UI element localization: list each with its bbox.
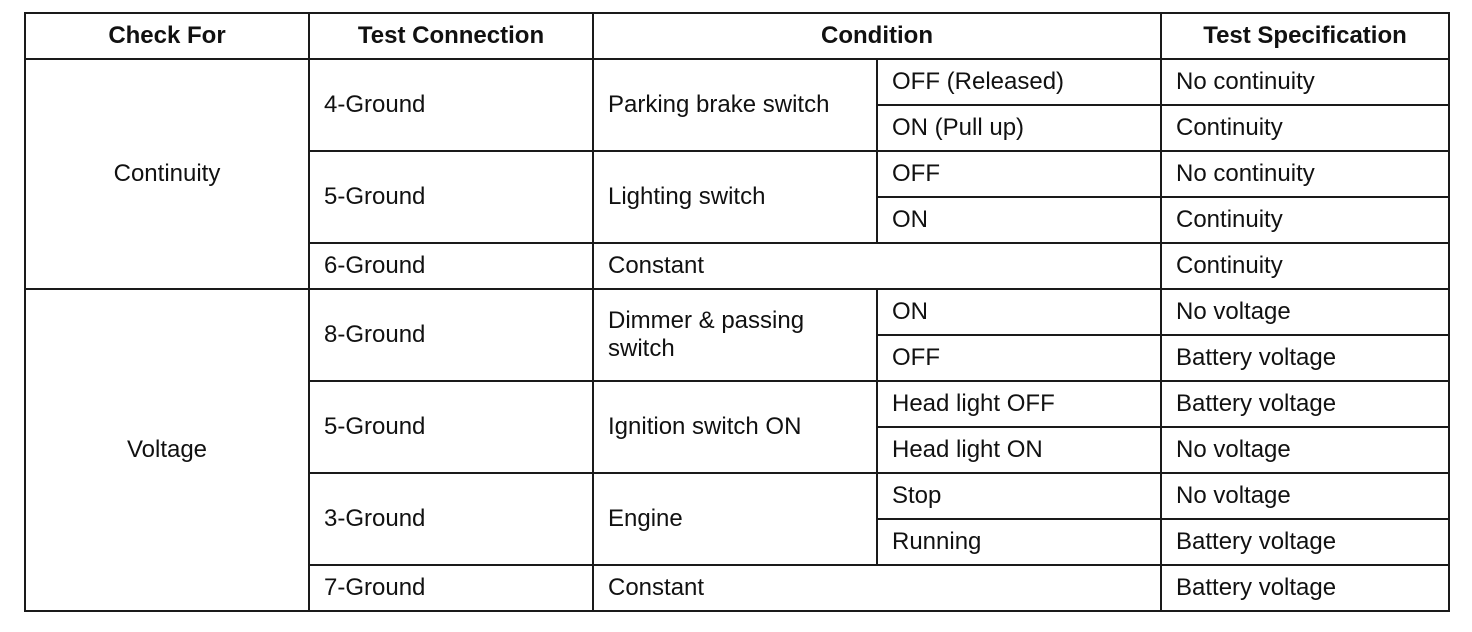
- condition-cell: Engine: [593, 473, 877, 565]
- connection-cell: 8-Ground: [309, 289, 593, 381]
- state-cell: OFF (Released): [877, 59, 1161, 105]
- state-cell: Running: [877, 519, 1161, 565]
- connection-cell: 3-Ground: [309, 473, 593, 565]
- header-check-for: Check For: [25, 13, 309, 59]
- header-condition: Condition: [593, 13, 1161, 59]
- connection-cell: 5-Ground: [309, 151, 593, 243]
- state-cell: ON: [877, 197, 1161, 243]
- condition-cell: Constant: [593, 243, 1161, 289]
- check-for-cell: Continuity: [25, 59, 309, 289]
- spec-cell: No voltage: [1161, 289, 1449, 335]
- spec-cell: Continuity: [1161, 105, 1449, 151]
- table-row: [25, 59, 1449, 105]
- header-test-specification: Test Specification: [1161, 13, 1449, 59]
- state-cell: Head light ON: [877, 427, 1161, 473]
- spec-cell: Battery voltage: [1161, 565, 1449, 611]
- check-for-cell: Voltage: [25, 289, 309, 611]
- condition-cell: Constant: [593, 565, 1161, 611]
- connection-cell: 6-Ground: [309, 243, 593, 289]
- condition-cell: Dimmer & passing switch: [593, 289, 877, 381]
- condition-cell: Lighting switch: [593, 151, 877, 243]
- spec-cell: Battery voltage: [1161, 381, 1449, 427]
- condition-cell: Parking brake switch: [593, 59, 877, 151]
- specification-table: [24, 12, 1450, 612]
- spec-cell: No voltage: [1161, 427, 1449, 473]
- state-cell: OFF: [877, 151, 1161, 197]
- state-cell: OFF: [877, 335, 1161, 381]
- condition-cell: Ignition switch ON: [593, 381, 877, 473]
- table-row: [25, 289, 1449, 335]
- spec-cell: Battery voltage: [1161, 335, 1449, 381]
- spec-cell: No continuity: [1161, 59, 1449, 105]
- header-test-connection: Test Connection: [309, 13, 593, 59]
- spec-cell: Continuity: [1161, 197, 1449, 243]
- connection-cell: 7-Ground: [309, 565, 593, 611]
- spec-cell: No voltage: [1161, 473, 1449, 519]
- header-row: [25, 13, 1449, 59]
- state-cell: Stop: [877, 473, 1161, 519]
- connection-cell: 5-Ground: [309, 381, 593, 473]
- state-cell: Head light OFF: [877, 381, 1161, 427]
- state-cell: ON (Pull up): [877, 105, 1161, 151]
- spec-cell: Continuity: [1161, 243, 1449, 289]
- state-cell: ON: [877, 289, 1161, 335]
- spec-cell: Battery voltage: [1161, 519, 1449, 565]
- connection-cell: 4-Ground: [309, 59, 593, 151]
- spec-cell: No continuity: [1161, 151, 1449, 197]
